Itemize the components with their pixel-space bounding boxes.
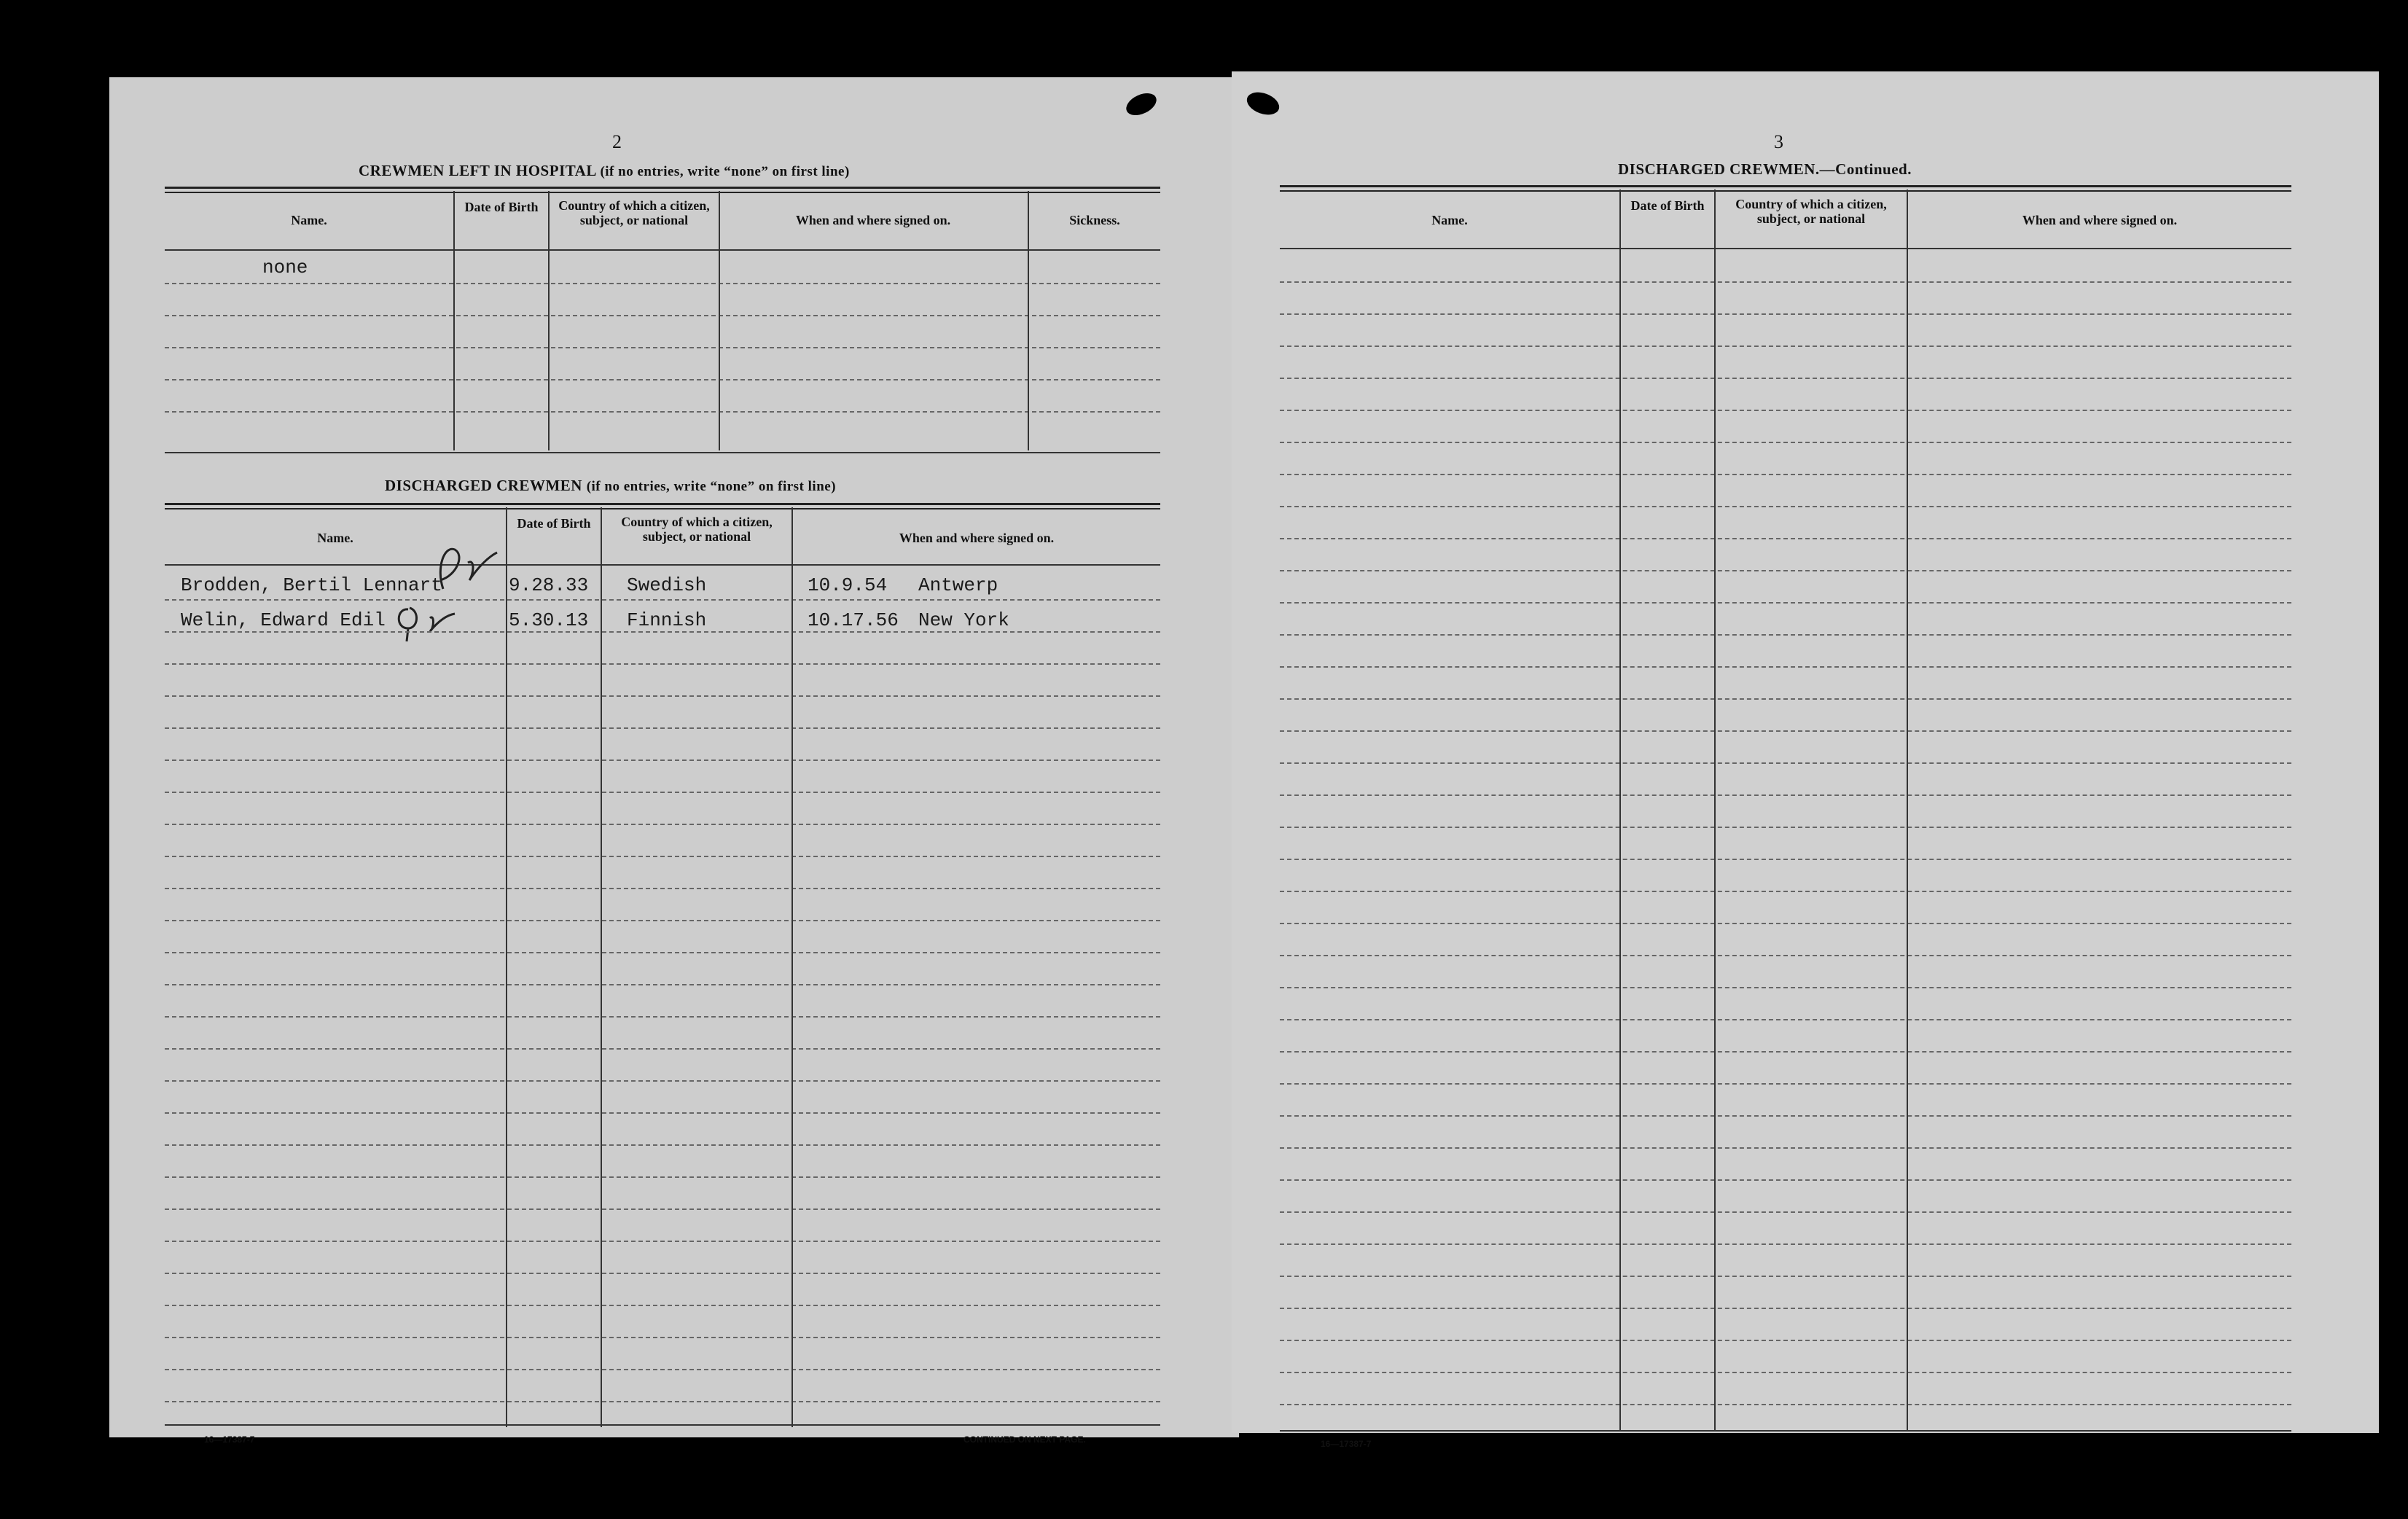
- right-page: [1232, 71, 2379, 1449]
- ruled-line: [165, 1176, 1160, 1178]
- ruled-line: [1280, 1019, 2291, 1020]
- ruled-line: [165, 695, 1160, 697]
- form-number: 16—17387-7: [204, 1434, 255, 1445]
- ruled-line: [165, 1080, 1160, 1082]
- ruled-line: [165, 920, 1160, 921]
- ruled-line: [1280, 794, 2291, 796]
- right-bottom-rule: [1280, 1430, 2291, 1432]
- ruled-line: [1280, 1179, 2291, 1181]
- ruled-line: [165, 1112, 1160, 1114]
- ruled-line: [165, 1016, 1160, 1018]
- ruled-line: [1280, 1243, 2291, 1245]
- hospital-col-dob: Date of Birth: [464, 200, 539, 214]
- ink-blot: [1244, 88, 1283, 119]
- discharged-row-2-signed-date: 10.17.56: [808, 609, 899, 631]
- hospital-col-signed-on: When and where signed on.: [795, 213, 951, 227]
- discharged-col-dob: Date of Birth: [517, 516, 591, 531]
- discharged-section-title: [385, 477, 836, 495]
- ruled-line: [1280, 827, 2291, 828]
- handwritten-initials-mark: [430, 538, 517, 596]
- ruled-line: [1280, 1276, 2291, 1277]
- ruled-line: [165, 283, 1160, 284]
- ruled-line: [1280, 474, 2291, 475]
- discharged-row-2-name: Welin, Edward Edil: [181, 609, 386, 631]
- ruled-line: [165, 984, 1160, 985]
- discharged-row-2-country: Finnish: [627, 609, 707, 631]
- right-col-divider: [1907, 190, 1908, 1432]
- ruled-line: [165, 1273, 1160, 1274]
- ruled-line: [1280, 1308, 2291, 1309]
- discharged-row-2-dob: 5.30.13: [509, 609, 589, 631]
- ruled-line: [165, 379, 1160, 380]
- ruled-line: [165, 599, 1160, 601]
- ruled-line: [165, 631, 1160, 633]
- right-header-bottom: [1280, 248, 2291, 249]
- ruled-line: [165, 1401, 1160, 1402]
- discharged-row-1-name: Brodden, Bertil Lennart: [181, 574, 442, 596]
- ruled-line: [1280, 281, 2291, 283]
- ruled-line: [1280, 1083, 2291, 1085]
- discharged-bottom-rule: [165, 1424, 1160, 1426]
- discharged-col-divider: [601, 507, 602, 1427]
- ruled-line: [1280, 1404, 2291, 1405]
- right-header-rule: [1280, 185, 2291, 192]
- ruled-line: [1280, 442, 2291, 443]
- discharged-row-1-dob: 9.28.33: [509, 574, 589, 596]
- ruled-line: [1280, 1115, 2291, 1117]
- ruled-line: [165, 952, 1160, 953]
- ruled-line: [165, 727, 1160, 729]
- hospital-section-title: [359, 162, 850, 180]
- ruled-line: [1280, 730, 2291, 732]
- right-col-dob: Date of Birth: [1630, 198, 1705, 213]
- ruled-line: [165, 792, 1160, 793]
- right-col-name: Name.: [1431, 213, 1468, 227]
- hospital-col-name: Name.: [291, 213, 327, 227]
- ruled-line: [165, 1048, 1160, 1050]
- ruled-line: [1280, 634, 2291, 636]
- discharged-header-rule: [165, 503, 1160, 509]
- left-page: [109, 77, 1239, 1445]
- discharged-col-country: Country of which a citizen, subject, or national: [621, 515, 773, 544]
- right-col-divider: [1714, 190, 1716, 1432]
- ruled-line: [1280, 378, 2291, 379]
- ruled-line: [1280, 955, 2291, 956]
- hospital-header-bottom: [165, 249, 1160, 251]
- page-number: 3: [1774, 131, 1783, 152]
- hospital-col-divider: [453, 191, 455, 450]
- discharged-col-signed-on: When and where signed on.: [899, 531, 1055, 545]
- ruled-line: [165, 760, 1160, 761]
- right-col-country: Country of which a citizen, subject, or national: [1735, 197, 1887, 226]
- ruled-line: [165, 1241, 1160, 1242]
- discharged-title-note: (if no entries, write “none” on first line): [586, 479, 837, 494]
- ruled-line: [1280, 538, 2291, 539]
- ruled-line: [165, 347, 1160, 348]
- ruled-line: [1280, 891, 2291, 892]
- discharged-row-2-signed-place: New York: [918, 609, 1009, 631]
- hospital-title-text: CREWMEN LEFT IN HOSPITAL: [359, 162, 596, 179]
- right-col-divider: [1619, 190, 1621, 1432]
- ruled-line: [1280, 570, 2291, 571]
- hospital-col-country: Country of which a citizen, subject, or national: [558, 198, 710, 227]
- ruled-line: [1280, 666, 2291, 668]
- discharged-header-bottom: [165, 564, 1160, 566]
- hospital-col-sickness: Sickness.: [1069, 213, 1120, 227]
- discharged-col-divider: [506, 507, 507, 1427]
- discharged-row-1-signed-date: 10.9.54: [808, 574, 888, 596]
- ruled-line: [165, 1305, 1160, 1306]
- ink-blot: [1123, 89, 1160, 120]
- ruled-line: [1280, 859, 2291, 860]
- hospital-row-name: none: [262, 257, 308, 278]
- hospital-bottom-rule: [165, 452, 1160, 453]
- discharged-row-1-signed-place: Antwerp: [918, 574, 998, 596]
- ruled-line: [165, 315, 1160, 316]
- ruled-line: [165, 663, 1160, 665]
- ruled-line: [1280, 506, 2291, 507]
- ruled-line: [1280, 762, 2291, 764]
- ruled-line: [165, 1337, 1160, 1338]
- ruled-line: [165, 1208, 1160, 1210]
- ruled-line: [1280, 1051, 2291, 1053]
- hospital-title-note: (if no entries, write “none” on first line): [600, 164, 850, 179]
- ruled-line: [165, 856, 1160, 857]
- discharged-col-divider: [791, 507, 793, 1427]
- handwritten-initials-mark: [386, 596, 466, 647]
- discharged-col-name: Name.: [317, 531, 353, 545]
- right-col-signed-on: When and where signed on.: [2022, 213, 2178, 227]
- ruled-line: [165, 411, 1160, 413]
- ruled-line: [165, 888, 1160, 889]
- ruled-line: [1280, 1147, 2291, 1149]
- right-section-title: DISCHARGED CREWMEN.—Continued.: [1618, 160, 1912, 178]
- ruled-line: [1280, 1211, 2291, 1213]
- page-number: 2: [612, 131, 622, 152]
- hospital-col-divider: [548, 191, 550, 450]
- ruled-line: [1280, 313, 2291, 315]
- ruled-line: [1280, 923, 2291, 924]
- discharged-row-1-country: Swedish: [627, 574, 707, 596]
- ruled-line: [1280, 1372, 2291, 1373]
- ruled-line: [1280, 698, 2291, 700]
- ruled-line: [1280, 602, 2291, 604]
- ruled-line: [1280, 345, 2291, 347]
- discharged-title-text: DISCHARGED CREWMEN: [385, 477, 582, 494]
- hospital-header-rule: [165, 187, 1160, 193]
- ruled-line: [165, 824, 1160, 825]
- ruled-line: [1280, 987, 2291, 988]
- hospital-col-divider: [719, 191, 720, 450]
- continued-note: CONTINUED ON NEXT PAGE.: [963, 1434, 1086, 1445]
- ruled-line: [1280, 410, 2291, 411]
- ruled-line: [165, 1144, 1160, 1146]
- form-number: 16—17387-7: [1321, 1439, 1372, 1449]
- ruled-line: [1280, 1340, 2291, 1341]
- hospital-col-divider: [1028, 191, 1029, 450]
- ruled-line: [165, 1369, 1160, 1370]
